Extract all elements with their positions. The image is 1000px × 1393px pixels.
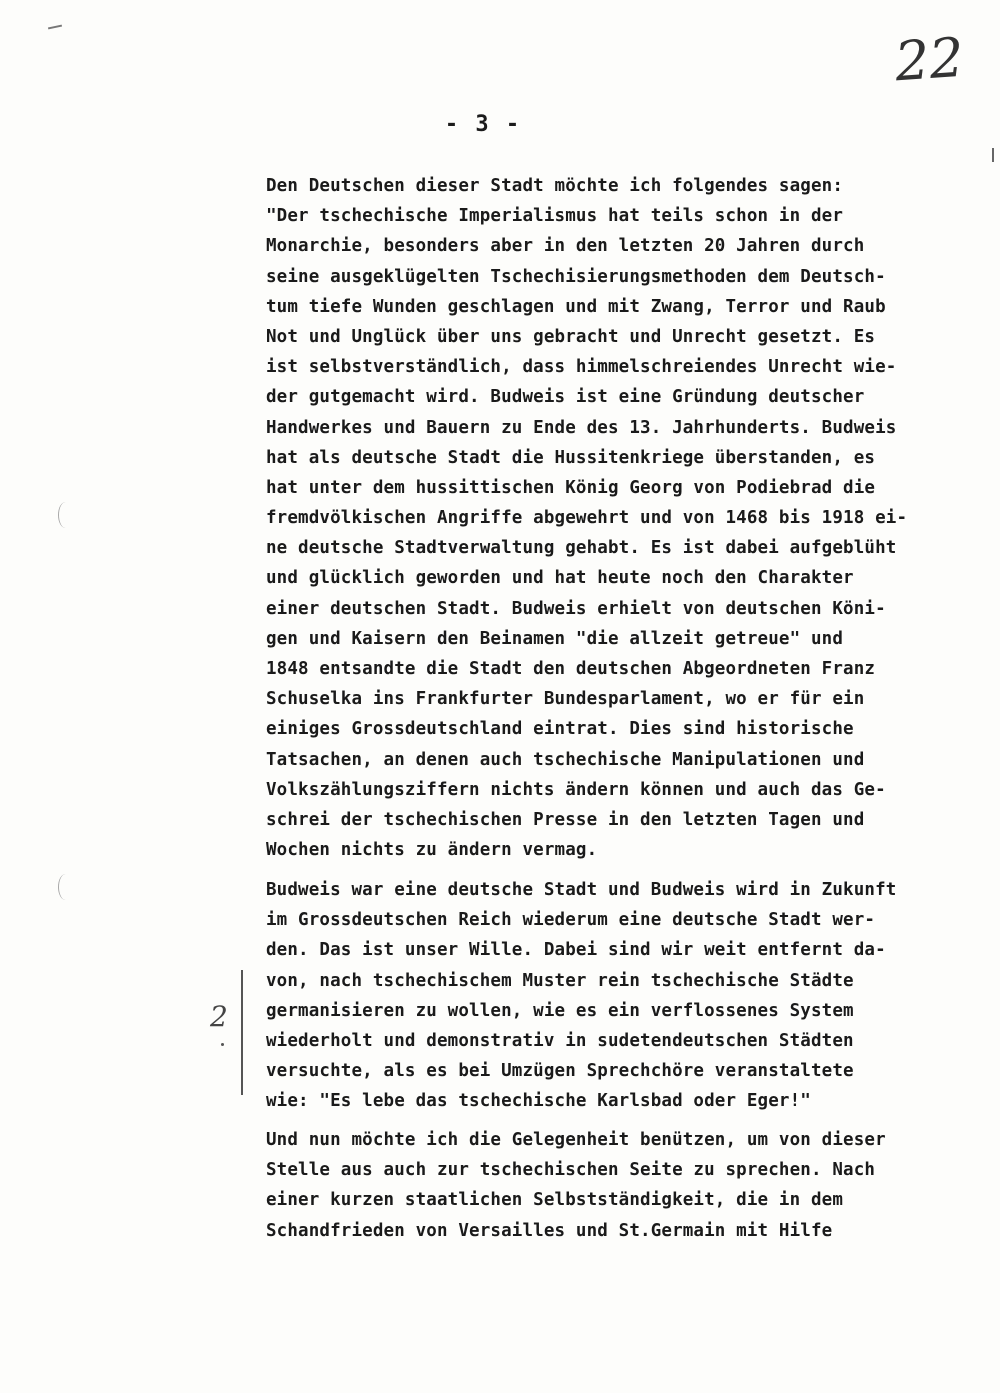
text-line: fremdvölkischen Angriffe abgewehrt und von 1468 bis 1918 ei-	[266, 508, 908, 529]
text-line: einer deutschen Stadt. Budweis erhielt von deutschen Köni-	[266, 598, 886, 619]
handwritten-folio-number: 22	[892, 25, 966, 94]
text-line: Und nun möchte ich die Gelegenheit benützen, um von dieser	[266, 1130, 886, 1150]
text-line: hat als deutsche Stadt die Hussitenkriege überstanden, es	[266, 447, 876, 468]
text-line: versuchte, als es bei Umzügen Sprechchöre veranstaltete	[266, 1061, 854, 1082]
text-line: Budweis war eine deutsche Stadt und Budweis wird in Zukunft	[266, 880, 897, 900]
page-number: - 3 -	[444, 112, 522, 137]
text-line: Handwerkes und Bauern zu Ende des 13. Jahrhunderts. Budweis	[266, 417, 897, 438]
margin-note: 2	[210, 1000, 228, 1033]
text-line: Schuselka ins Frankfurter Bundesparlament, wo er für ein	[266, 689, 865, 710]
text-line: "Der tschechische Imperialismus hat teils schon in der	[266, 206, 844, 227]
text-line: Tatsachen, an denen auch tschechische Manipulationen und	[266, 749, 865, 770]
text-line: Monarchie, besonders aber in den letzten 20 Jahren durch	[266, 236, 865, 257]
text-line: einiges Grossdeutschland eintrat. Dies sind historische	[266, 719, 854, 740]
text-line: Wochen nichts zu ändern vermag.	[266, 840, 598, 861]
text-line: Stelle aus auch zur tschechischen Seite zu sprechen. Nach	[266, 1160, 876, 1181]
margin-dot	[221, 1043, 224, 1046]
text-line: seine ausgeklügelten Tschechisierungsmethoden dem Deutsch-	[266, 266, 886, 287]
text-line: tum tiefe Wunden geschlagen und mit Zwang, Terror und Raub	[266, 296, 886, 317]
edge-tick	[992, 148, 994, 162]
text-line: wie: "Es lebe das tschechische Karlsbad oder Eger!"	[266, 1091, 811, 1112]
text-line: ne deutsche Stadtverwaltung gehabt. Es ist dabei aufgeblüht	[266, 538, 897, 559]
text-line: ist selbstverständlich, dass himmelschreiendes Unrecht wie-	[266, 357, 897, 378]
text-line: von, nach tschechischem Muster rein tschechische Städte	[266, 970, 854, 991]
text-line: im Grossdeutschen Reich wiederum eine deutsche Stadt wer-	[266, 910, 876, 931]
margin-marking-line	[241, 970, 243, 1095]
text-line: einer kurzen staatlichen Selbstständigkeit, die in dem	[266, 1190, 844, 1211]
text-line: Schandfrieden von Versailles und St.Germain mit Hilfe	[266, 1220, 833, 1241]
paragraph-2	[266, 875, 1000, 1117]
text-line: den. Das ist unser Wille. Dabei sind wir weit entfernt da-	[266, 940, 886, 961]
text-line: und glücklich geworden und hat heute noch den Charakter	[266, 568, 854, 589]
text-line: Volkszählungsziffern nichts ändern können und auch das Ge-	[266, 779, 886, 800]
edge-mark	[48, 25, 62, 30]
paragraph-1	[266, 171, 1000, 865]
text-line: gen und Kaisern den Beinamen "die allzeit getreue" und	[266, 628, 844, 649]
text-line: hat unter dem hussittischen König Georg von Podiebrad die	[266, 477, 876, 498]
text-line: schrei der tschechischen Presse in den letzten Tagen und	[266, 809, 865, 830]
paragraph-3	[266, 1125, 1000, 1246]
text-line: wiederholt und demonstrativ in sudetendeutschen Städten	[266, 1030, 854, 1051]
text-line: Den Deutschen dieser Stadt möchte ich folgendes sagen:	[266, 176, 844, 196]
punch-hole-top	[58, 502, 73, 528]
punch-hole-bottom	[58, 874, 73, 900]
text-line: germanisieren zu wollen, wie es ein verflossenes System	[266, 1000, 854, 1021]
text-line: 1848 entsandte die Stadt den deutschen Abgeordneten Franz	[266, 659, 876, 679]
text-line: der gutgemacht wird. Budweis ist eine Gründung deutscher	[266, 387, 865, 408]
text-line: Not und Unglück über uns gebracht und Unrecht gesetzt. Es	[266, 326, 876, 347]
